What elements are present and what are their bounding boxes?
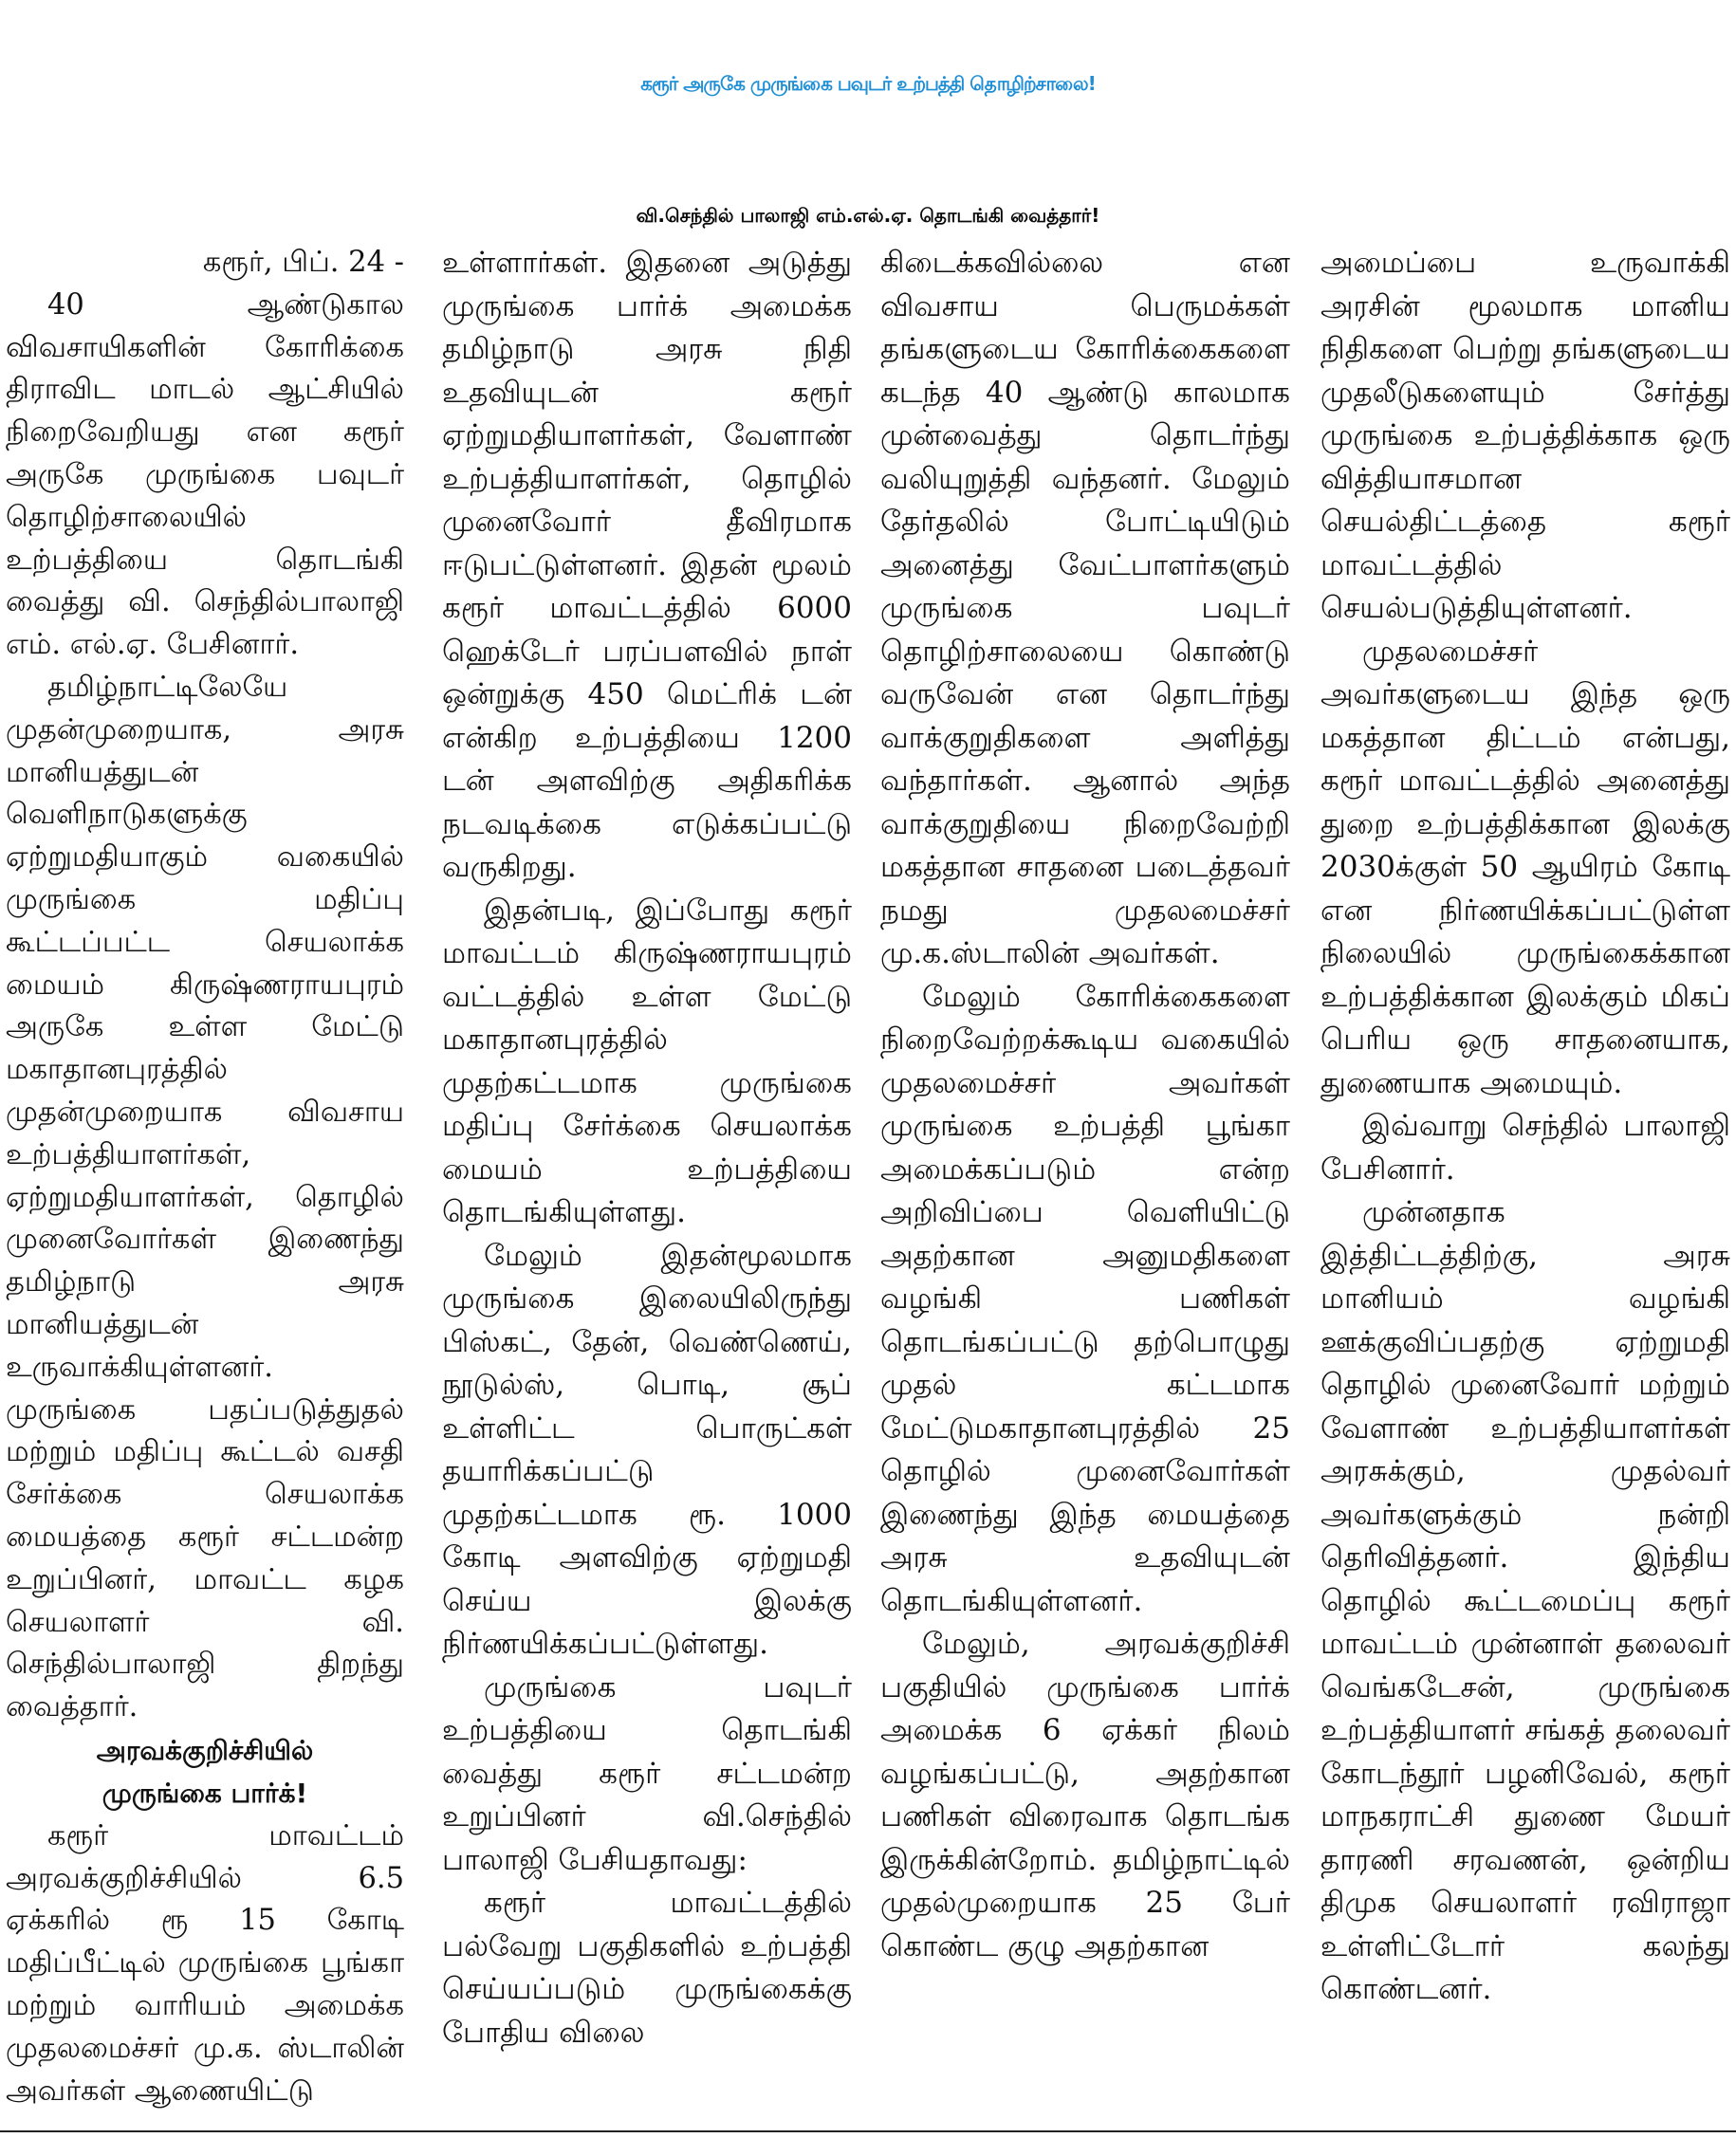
paragraph: முதலமைச்சர் அவர்களுடைய இந்த ஒரு மகத்தான திட்டம் என்பது, கரூர் மாவட்டத்தில் அனைத்து துறை உற்பத்திக்கான இலக்கு 2030க்குள் 50 ஆயிரம் கோடி என நிர்ணயிக்கப்பட்டுள்ள நிலையில் முருங்கைக்கான உற்பத்திக்கான இலக்கும் மிகப் பெரிய ஒரு சாதனையாக, துணையாக அமையும். (1320, 634, 1730, 1100)
bottom-rule (0, 2130, 1736, 2132)
article-column-4 (1320, 242, 1730, 2129)
paragraph: அமைப்பை உருவாக்கி அரசின் மூலமாக மானிய நிதிகளை பெற்று தங்களுடைய முதலீடுகளையும் சேர்த்து முருங்கை உற்பத்திக்காக ஒரு வித்தியாசமான செயல்திட்டத்தை கரூர் மாவட்டத்தில் செயல்படுத்தியுள்ளனர். (1320, 246, 1730, 625)
paragraph: கரூர் மாவட்டத்தில் பல்வேறு பகுதிகளில் உற்பத்தி செய்யப்படும் முருங்கைக்கு போதிய விலை (442, 1886, 852, 2050)
paragraph: முருங்கை பவுடர் உற்பத்தியை தொடங்கி வைத்து கரூர் சட்டமன்ற உறுப்பினர் வி.செந்தில் பாலாஜி பேசியதாவது: (442, 1669, 852, 1877)
paragraph: மேலும் இதன்மூலமாக முருங்கை இலையிலிருந்து பிஸ்கட், தேன், வெண்ணெய், நூடுல்ஸ், பொடி, சூப் உள்ளிட்ட பொருட்கள் தயாரிக்கப்பட்டு முதற்கட்டமாக ரூ. 1000 கோடி அளவிற்கு ஏற்றுமதி செய்ய இலக்கு நிர்ணயிக்கப்பட்டுள்ளது. (442, 1238, 852, 1661)
subheadline: வி.செந்தில் பாலாஜி எம்.எல்.ஏ. தொடங்கி வைத்தார்! (636, 203, 1100, 227)
article-column-3 (880, 242, 1290, 2129)
paragraph: தமிழ்நாட்டிலேயே முதன்முறையாக, அரசு மானியத்துடன் வெளிநாடுகளுக்கு ஏற்றுமதியாகும் வகையில் முருங்கை மதிப்பு கூட்டப்பட்ட செயலாக்க மையம் கிருஷ்ணராயபுரம் அருகே உள்ள மேட்டு மகாதானபுரத்தில் முதன்முறையாக விவசாய உற்பத்தியாளர்கள், ஏற்றுமதியாளர்கள், தொழில் முனைவோர்கள் இணைந்து தமிழ்நாடு அரசு மானியத்துடன் உருவாக்கியுள்ளனர். முருங்கை பதப்படுத்துதல் மற்றும் மதிப்பு கூட்டல் வசதி சேர்க்கை செயலாக்க மையத்தை கரூர் சட்டமன்ற உறுப்பினர், மாவட்ட கழக செயலாளர் வி. செந்தில்பாலாஜி திறந்து வைத்தார். (6, 670, 404, 1724)
dateline: கரூர், பிப். 24 - (202, 246, 404, 279)
paragraph: மேலும், அரவக்குறிச்சி பகுதியில் முருங்கை பார்க் அமைக்க 6 ஏக்கர் நிலம் வழங்கப்பட்டு, அதற்கான பணிகள் விரைவாக தொடங்க இருக்கின்றோம். தமிழ்நாட்டில் முதல்முறையாக 25 பேர் கொண்ட குழு அதற்கான (880, 1627, 1290, 1963)
paragraph: உள்ளார்கள். இதனை அடுத்து முருங்கை பார்க் அமைக்க தமிழ்நாடு அரசு நிதி உதவியுடன் கரூர் ஏற்றுமதியாளர்கள், வேளாண் உற்பத்தியாளர்கள், தொழில் முனைவோர் தீவிரமாக ஈடுபட்டுள்ளனர். இதன் மூலம் கரூர் மாவட்டத்தில் 6000 ஹெக்டேர் பரப்பளவில் நாள் ஒன்றுக்கு 450 மெட்ரிக் டன் என்கிற உற்பத்தியை 1200 டன் அளவிற்கு அதிகரிக்க நடவடிக்கை எடுக்கப்பட்டு வருகிறது. (442, 246, 852, 884)
paragraph: மேலும் கோரிக்கைகளை நிறைவேற்றக்கூடிய வகையில் முதலமைச்சர் அவர்கள் முருங்கை உற்பத்தி பூங்கா அமைக்கப்படும் என்ற அறிவிப்பை வெளியிட்டு அதற்கான அனுமதிகளை வழங்கி பணிகள் தொடங்கப்பட்டு தற்பொழுது முதல் கட்டமாக மேட்டுமகாதானபுரத்தில் 25 தொழில் முனைவோர்கள் இணைந்து இந்த மையத்தை அரசு உதவியுடன் தொடங்கியுள்ளனர். (880, 979, 1290, 1618)
subheading-line: அரவக்குறிச்சியில் (96, 1734, 314, 1766)
paragraph: முன்னதாக இத்திட்டத்திற்கு, அரசு மானியம் வழங்கி ஊக்குவிப்பதற்கு ஏற்றுமதி தொழில் முனைவோர் மற்றும் வேளாண் உற்பத்தியாளர்கள் அரசுக்கும், முதல்வர் அவர்களுக்கும் நன்றி தெரிவித்தனர். இந்திய தொழில் கூட்டமைப்பு கரூர் மாவட்டம் முன்னாள் தலைவர் வெங்கடேசன், முருங்கை உற்பத்தியாளர் சங்கத் தலைவர் கோடந்தூர் பழனிவேல், கரூர் மாநகராட்சி துணை மேயர் தாரணி சரவணன், ஒன்றிய திமுக செயலாளர் ரவிராஜா உள்ளிட்டோர் கலந்து கொண்டனர். (1320, 1195, 1730, 2006)
article-column-2 (442, 242, 852, 2129)
paragraph: கிடைக்கவில்லை என விவசாய பெருமக்கள் தங்களுடைய கோரிக்கைகளை கடந்த 40 ஆண்டு காலமாக முன்வைத்து தொடர்ந்து வலியுறுத்தி வந்தனர். மேலும் தேர்தலில் போட்டியிடும் அனைத்து வேட்பாளர்களும் முருங்கை பவுடர் தொழிற்சாலையை கொண்டு வருவேன் என தொடர்ந்து வாக்குறுதிகளை அளித்து வந்தார்கள். ஆனால் அந்த வாக்குறுதியை நிறைவேற்றி மகத்தான சாதனை படைத்தவர் நமது முதலமைச்சர் மு.க.ஸ்டாலின் அவர்கள். (880, 246, 1290, 970)
paragraph: இவ்வாறு செந்தில் பாலாஜி பேசினார். (1320, 1109, 1730, 1187)
subheading-line: முருங்கை பார்க்! (102, 1778, 308, 1810)
headline: கரூர் அருகே முருங்கை பவுடர் உற்பத்தி தொழிற்சாலை! (640, 71, 1096, 95)
paragraph: கரூர் மாவட்டம் அரவக்குறிச்சியில் 6.5 ஏக்கரில் ரூ 15 கோடி மதிப்பீட்டில் முருங்கை பூங்கா மற்றும் வாரியம் அமைக்க முதலமைச்சர் மு.க. ஸ்டாலின் அவர்கள் ஆணையிட்டு (6, 1818, 404, 2108)
article-column-1 (6, 242, 404, 2129)
paragraph: இதன்படி, இப்போது கரூர் மாவட்டம் கிருஷ்ணராயபுரம் வட்டத்தில் உள்ள மேட்டு மகாதானபுரத்தில் முதற்கட்டமாக முருங்கை மதிப்பு சேர்க்கை செயலாக்க மையம் உற்பத்தியை தொடங்கியுள்ளது. (442, 893, 852, 1229)
paragraph: 40 ஆண்டுகால விவசாயிகளின் கோரிக்கை திராவிட மாடல் ஆட்சியில் நிறைவேறியது என கரூர் அருகே முருங்கை பவுடர் தொழிற்சாலையில் உற்பத்தியை தொடங்கி வைத்து வி. செந்தில்பாலாஜி எம். எல்.ஏ. பேசினார். (6, 287, 404, 662)
